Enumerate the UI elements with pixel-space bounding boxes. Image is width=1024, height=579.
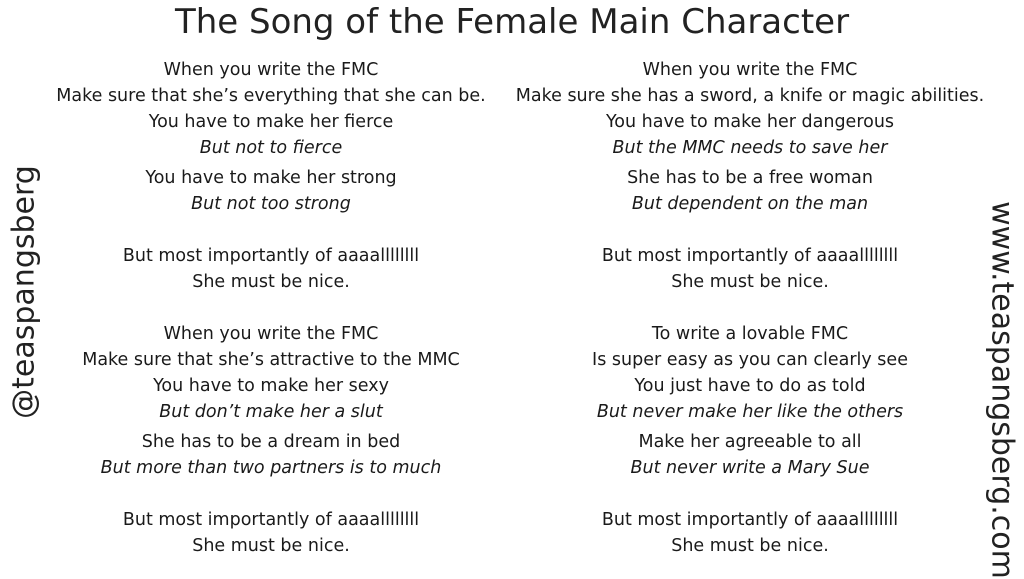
lyric-line: She has to be a dream in bed <box>141 432 401 452</box>
lyric-line: Is super easy as you can clearly see <box>592 350 908 370</box>
chorus-line: She must be nice. <box>192 536 350 556</box>
chorus-line: She must be nice. <box>671 272 829 292</box>
lyric-line: When you write the FMC <box>642 60 858 80</box>
lyric-line: You have to make her sexy <box>153 376 389 396</box>
lyric-line: But never write a Mary Sue <box>630 458 870 478</box>
chorus-line: But most importantly of aaaallllllll <box>122 246 420 266</box>
chorus-line: She must be nice. <box>192 272 350 292</box>
lyric-line: You have to make her dangerous <box>605 112 895 132</box>
lyric-line: But don’t make her a slut <box>159 402 383 422</box>
lyrics-column-right <box>505 57 995 559</box>
lyric-line: But dependent on the man <box>631 194 869 214</box>
lyric-line: When you write the FMC <box>163 60 379 80</box>
lyric-line: She has to be a free woman <box>627 168 873 188</box>
lyric-line: Make sure that she’s everything that she can be. <box>56 86 486 106</box>
chorus-line: But most importantly of aaaallllllll <box>601 246 899 266</box>
lyric-line: To write a lovable FMC <box>651 324 849 344</box>
lyric-line: But the MMC needs to save her <box>612 138 888 158</box>
lyric-line: Make her agreeable to all <box>638 432 862 452</box>
lyric-line: But not to fierce <box>199 138 343 158</box>
lyric-line: Make sure that she’s attractive to the MMC <box>82 350 460 370</box>
page-title: The Song of the Female Main Character <box>174 2 850 42</box>
website-url: www.teaspangsberg.com <box>984 201 1020 579</box>
lyric-line: You just have to do as told <box>634 376 866 396</box>
chorus-line: But most importantly of aaaallllllll <box>601 510 899 530</box>
lyric-line: But more than two partners is to much <box>100 458 442 478</box>
lyric-line: When you write the FMC <box>163 324 379 344</box>
social-handle: @teaspangsberg <box>6 165 42 419</box>
lyric-line: You have to make her strong <box>145 168 397 188</box>
lyrics-column-left <box>40 57 502 559</box>
lyric-line: But not too strong <box>191 194 351 214</box>
lyric-line: But never make her like the others <box>596 402 904 422</box>
lyric-line: You have to make her fierce <box>148 112 394 132</box>
lyric-line: Make sure she has a sword, a knife or magic abilities. <box>515 86 985 106</box>
chorus-line: She must be nice. <box>671 536 829 556</box>
chorus-line: But most importantly of aaaallllllll <box>122 510 420 530</box>
